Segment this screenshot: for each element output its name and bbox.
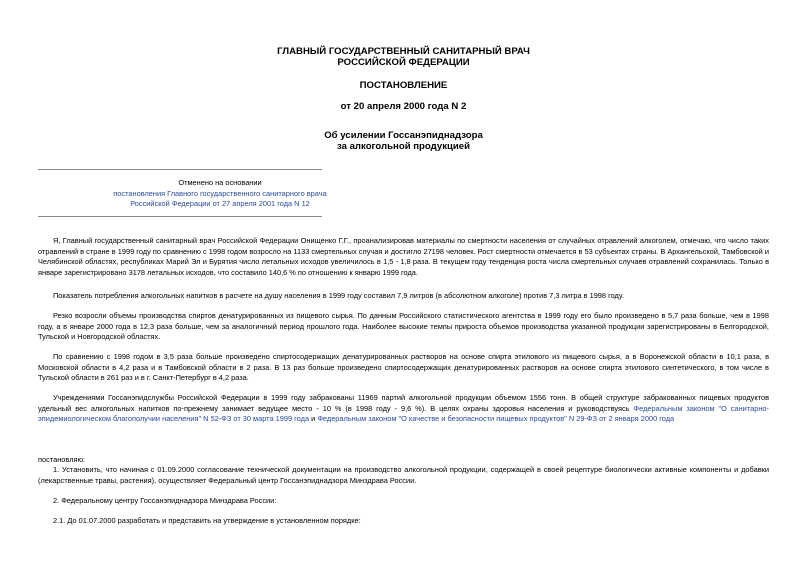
paragraph-6-connector: и [309,414,318,423]
revocation-notice [38,178,402,210]
authority-line-1: ГЛАВНЫЙ ГОСУДАРСТВЕННЫЙ САНИТАРНЫЙ ВРАЧ [277,46,530,57]
paragraph-8: 1. Установить, что начиная с 01.09.2000 согласование технической документации на производство алкогольной продукции, содержащей в своей рецептуре биологически активные компоненты и добавки (лекарственные травы, растения), осуществляет Федеральный центр Госсанэпиднадзора Минздрава России. [38,465,769,485]
notice-label: Отменено на основании [178,178,262,187]
revocation-link-line-2[interactable]: Российской Федерации от 27 апреля 2001 года N 12 [130,199,310,208]
sanitary-law-link[interactable]: Федеральным законом "О санитарно-эпидемиологическом благополучии населения" N 52-ФЗ от 30 марта 1999 года [38,403,769,423]
paragraph-3: Резко возросли объемы производства спиртов денатурированных из пищевого сырья. По данным Российского статистического агентства в 1999 году его было произведено в 5,7 раза больше, чем в 1998 году, а в январе 2000 года в 12,3 раза больше, чем за аналогичный период прошлого года. Наиболее высокие темпы прироста объемов производства указанной продукции зарегистрированы в Белгородской, Тульской и Новгородской областях. [38,311,769,341]
paragraph-1: Я, Главный государственный санитарный врач Российской Федерации Онищенко Г.Г., проанализировав материалы по смертности населения от случайных отравлений алкоголем, отмечаю, что число таких отравлений в стране в 1999 году по сравнению с 1998 годом возросло на 1133 смертельных случая и достигло 27198 человек. Рост смертности отмечается в 53 субъектах страны. В Архангельской, Тамбовской и Челябинской областях, республиках Марий Эл и Бурятия число летальных исходов увеличилось в 1,5 - 1,8 раза. В текущем году тенденция роста числа смертельных случаев отравлений сохранилась. Только в январе зарегистрировано 3178 летальных исходов, что составило 140,6 % по отношению к январю 1999 года. [38,236,769,277]
paragraph-6-text-start: В целях охраны здоровья населения и руководствуясь [430,403,634,413]
paragraph-2: Показатель потребления алкогольных напитков в расчете на душу населения в 1999 году составил 7,9 литров (в абсолютном алкоголе) против 7,3 литра в 1998 году. [53,291,624,300]
food-safety-law-link[interactable]: Федеральным законом "О качестве и безопасности пищевых продуктов" N 29-ФЗ от 2 января 2000 года [317,414,675,423]
revocation-link-line-1[interactable]: постановления Главного государственного санитарного врача [113,188,327,198]
authority-header [0,46,807,68]
paragraph-7: постановляю: [38,455,86,464]
paragraph-9: 2. Федеральному центру Госсанэпиднадзора Минздрава России: [53,496,277,505]
document-date-number: от 20 апреля 2000 года N 2 [340,101,467,112]
document-type: ПОСТАНОВЛЕНИЕ [359,80,448,91]
paragraph-5 [38,393,769,425]
paragraph-5-text: Учреждениями Госсанэпидслужбы Российской Федерации в 1999 году забракованы 11969 партий алкогольной продукции объемом 1556 тонн. В общей структуре забракованных пищевых продуктов удельный вес алкогольных напитков по-прежнему занимает ведущее место - 10 % (в 1998 году - 9,6 %). [38,393,769,413]
title-line-1: Об усилении Госсанэпиднадзора [324,130,483,141]
paragraph-10: 2.1. До 01.07.2000 разработать и представить на утверждение в установленном порядке: [53,516,361,525]
authority-line-2: РОССИЙСКОЙ ФЕДЕРАЦИИ [337,57,470,68]
title-line-2: за алкогольной продукцией [336,141,471,152]
notice-bottom-divider [38,216,322,217]
document-title [0,130,807,152]
paragraph-4: По сравнению с 1998 годом в 3,5 раза больше произведено спиртосодержащих денатурированных растворов на основе спирта этилового из пищевого сырья, а в Воронежской области в 10,1 раза, в Московской области в 4,2 раза и в Тамбовской области в 2 раза. В 13 раз больше произведено спиртосодержащих денатурированных растворов на основе спирта этилового синтетического, в том числе в Тульской области в 261 раз и в г. Санкт-Петербург в 4,2 раза. [38,352,769,382]
notice-top-divider [38,169,322,170]
